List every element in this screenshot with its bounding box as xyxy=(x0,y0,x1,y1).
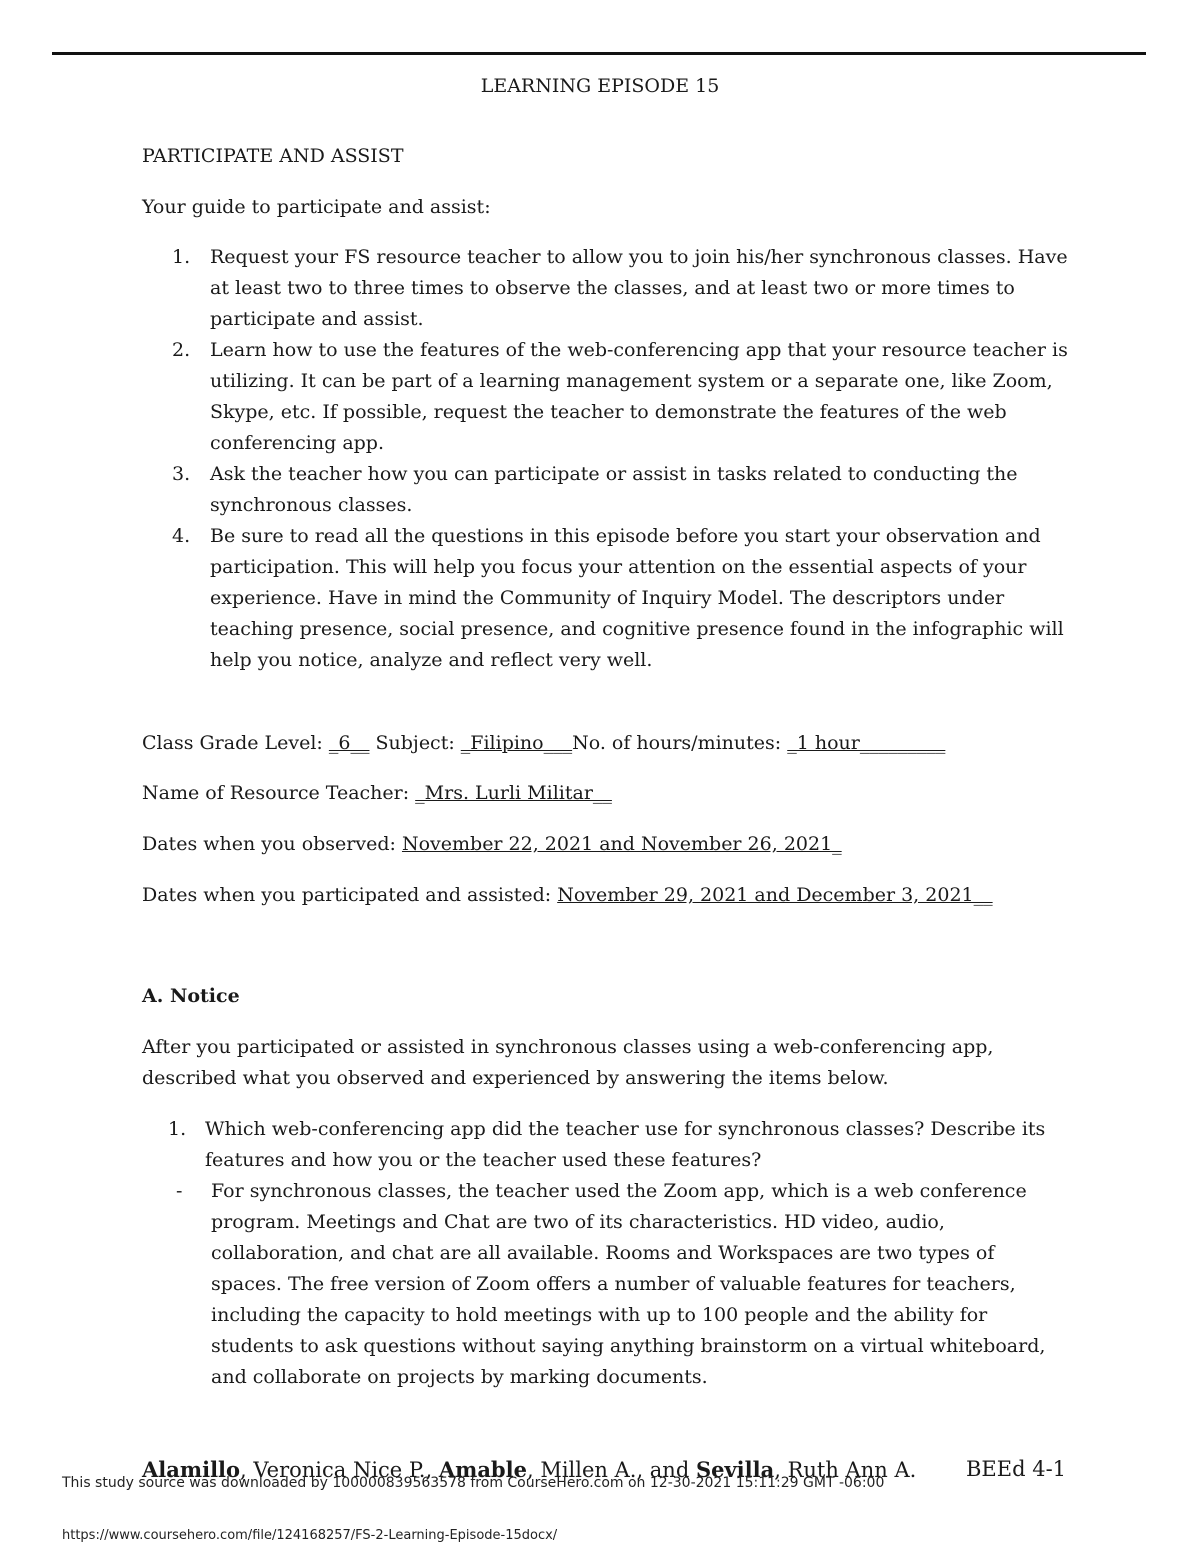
download-watermark: This study source was downloaded by 100000839563578 from CourseHero.com on 12-30-2021 15:11:29 GMT -06:00 xyxy=(62,1475,885,1491)
answer-paragraph xyxy=(176,1176,1071,1393)
answer-dash: - xyxy=(176,1180,183,1202)
top-horizontal-rule xyxy=(52,52,1146,55)
author-given-name: , Ruth Ann A. xyxy=(774,1458,917,1482)
guide-intro: Your guide to participate and assist: xyxy=(142,196,491,218)
subject-value: _Filipino___ xyxy=(460,732,573,754)
question-number: 1. xyxy=(168,1118,187,1140)
guide-item xyxy=(172,521,1070,676)
guide-item-text: Ask the teacher how you can participate or assist in tasks related to conducting the synchronous classes. xyxy=(210,463,1018,516)
guide-item xyxy=(172,459,1070,521)
author-surname: Sevilla xyxy=(695,1457,775,1482)
author-given-name: , Veronica Nice P., xyxy=(240,1458,439,1482)
answer-text: For synchronous classes, the teacher used the Zoom app, which is a web conference program. Meetings and Chat are two of its characteristics. HD video, audio, collaboration, and chat are all available. Rooms and Workspaces are two types of spaces. The free version of Zoom offers a number of valuable features for teachers, including the capacity to hold meetings with up to 100 people and the ability for students to ask questions without saying anything brainstorm on a virtual whiteboard, and collaborate on projects by marking documents. xyxy=(211,1180,1046,1388)
observed-dates-label: Dates when you observed: xyxy=(142,833,402,855)
episode-title: LEARNING EPISODE 15 xyxy=(480,75,720,97)
class-info-line xyxy=(142,728,945,759)
guide-item-text: Request your FS resource teacher to allow you to join his/her synchronous classes. Have at least two to three times to observe the classes, and at least two or more times to participate and assist. xyxy=(210,246,1068,330)
notice-heading: A. Notice xyxy=(142,985,240,1007)
resource-teacher-value: _Mrs. Lurli Militar__ xyxy=(415,782,612,804)
guide-item-number: 1. xyxy=(172,246,191,268)
participated-dates-value: November 29, 2021 and December 3, 2021__ xyxy=(557,884,993,906)
author-given-name: , Millen A., and xyxy=(526,1458,696,1482)
author-surname: Alamillo xyxy=(142,1457,241,1482)
author-surname: Amable xyxy=(438,1457,527,1482)
question-item xyxy=(168,1114,1065,1176)
grade-level-label: Class Grade Level: xyxy=(142,732,329,754)
hours-label: No. of hours/minutes: xyxy=(572,732,788,754)
question-text: Which web-conferencing app did the teacher use for synchronous classes? Describe its features and how you or the teacher used these features? xyxy=(205,1118,1046,1171)
resource-teacher-line xyxy=(142,778,612,809)
guide-item-number: 4. xyxy=(172,525,191,547)
participated-dates-line xyxy=(142,880,993,911)
guide-item-number: 2. xyxy=(172,339,191,361)
source-url-link[interactable]: https://www.coursehero.com/file/124168257/FS-2-Learning-Episode-15docx/ xyxy=(62,1528,558,1543)
guide-item-text: Learn how to use the features of the web-conferencing app that your resource teacher is utilizing. It can be part of a learning management system or a separate one, like Zoom, Skype, etc. If possible, request the teacher to demonstrate the features of the web conferencing app. xyxy=(210,339,1068,454)
notice-intro: After you participated or assisted in synchronous classes using a web-conferencing app, described what you observed and experienced by answering the items below. xyxy=(142,1036,994,1089)
observed-dates-line xyxy=(142,829,842,860)
guide-item xyxy=(172,242,1070,335)
footer-class-section: BEEd 4-1 xyxy=(966,1457,1067,1481)
guide-list xyxy=(172,242,1070,676)
participated-dates-label: Dates when you participated and assisted: xyxy=(142,884,558,906)
grade-level-value: _6__ xyxy=(328,732,370,754)
guide-item xyxy=(172,335,1070,459)
guide-item-number: 3. xyxy=(172,463,191,485)
hours-value: _1 hour_________ xyxy=(787,732,946,754)
section-title: PARTICIPATE AND ASSIST xyxy=(142,145,404,167)
guide-item-text: Be sure to read all the questions in this episode before you start your observation and participation. This will help you focus your attention on the essential aspects of your experience. Have in mind the Community of Inquiry Model. The descriptors under teaching presence, social presence, and cognitive presence found in the infographic will help you notice, analyze and reflect very well. xyxy=(210,525,1064,671)
subject-label: Subject: xyxy=(369,732,461,754)
observed-dates-value: November 22, 2021 and November 26, 2021_ xyxy=(401,833,842,855)
question-list xyxy=(168,1114,1065,1176)
resource-teacher-label: Name of Resource Teacher: xyxy=(142,782,416,804)
